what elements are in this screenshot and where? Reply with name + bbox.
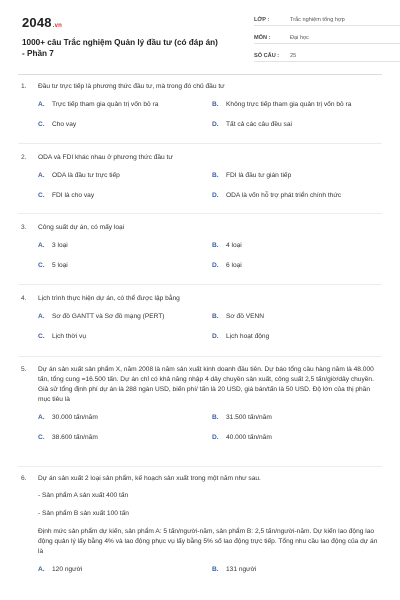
question-text: Đầu tư trực tiếp là phương thức đầu tư, mà trong đó chủ đầu tư [38,83,225,90]
option-d[interactable]: D. Lịch hoạt động [212,333,270,340]
question-paragraph: Định mức sản phẩm dự kiến, sản phẩm A: 5 tấn/người-năm, sản phẩm B: 2,5 tấn/người-năm. Dự kiến lao động lao động quản lý lấy bằng 4% và lao động phục vụ lấy bằng 5% số lao động trực tiếp. Tổng nhu cầu lao động của dự án là [38,528,378,555]
question-text: ODA và FDI khác nhau ở phương thức đầu tư [38,154,173,161]
document-meta [254,12,400,66]
question-2 [18,153,382,201]
question-paragraph: - Sản phẩm A sản xuất 400 tấn [38,492,129,499]
question-separator [18,466,382,467]
question-text: Dự án sản xuất sản phẩm X, năm 2008 là năm sản xuất kinh doanh đầu tiên. Dự báo tổng cầu hàng năm là 48.000 tấn, tổng cung =16.500 tấn. Dự án chỉ có khả năng nhập 4 dây chuyền sản xuất, công suất 2,5 tấn/giờ/dây chuyền. Giả sử tổng định phí dự án là 288 ngàn USD, biến phí/ tấn là 20 USD, giá bán/tấn là 50 USD. Độ lớn của thị phần mục tiêu là [38,366,374,403]
option-b[interactable]: B. Không trực tiếp tham gia quản trị vốn bỏ ra [212,101,352,108]
options [38,413,382,443]
question-separator [18,284,382,285]
option-d[interactable]: D. 40.000 tấn/năm [212,434,272,441]
option-b[interactable]: B. Sơ đồ VENN [212,313,265,320]
option-b[interactable]: B. 31.500 tấn/năm [212,414,272,421]
question-number: 4. [21,295,27,302]
header-divider [18,74,382,75]
option-c[interactable]: C. 38.600 tấn/năm [38,434,98,441]
question-number: 6. [21,475,27,482]
question-separator [18,356,382,357]
question-text: Lịch trình thực hiện dự án, có thể được lập bằng [38,295,180,302]
options [38,312,382,342]
option-c[interactable]: C. Cho vay [38,121,77,128]
option-c[interactable]: C. 5 loại [38,262,68,269]
option-d[interactable]: D. 6 loại [212,262,242,269]
meta-label: SỐ CÂU : [254,53,280,59]
question-text: Dự án sản xuất 2 loại sản phẩm, kế hoạch sản xuất trong một năm như sau. [38,475,261,482]
document-title: 1000+ câu Trắc nghiệm Quản lý đầu tư (có đáp án) - Phần 7 [22,38,218,58]
meta-value: Trắc nghiệm tổng hợp [290,17,345,23]
question-5 [18,365,382,443]
options [38,241,382,271]
question-text: Công suất dự án, có mấy loại [38,224,125,231]
question-paragraph: - Sản phẩm B sản xuất 100 tấn [38,510,129,517]
option-a[interactable]: A. 3 loại [38,242,68,249]
option-a[interactable]: A. Trực tiếp tham gia quản trị vốn bỏ ra [38,101,159,108]
question-separator [18,143,382,144]
site-logo[interactable]: 2048.vn [22,15,63,30]
question-number: 5. [21,366,27,373]
meta-value: Đại học [290,35,309,41]
meta-row-subject [254,30,400,44]
option-b[interactable]: B. FDI là đầu tư gián tiếp [212,172,292,179]
question-number: 2. [21,154,27,161]
document-header [22,12,382,68]
question-separator [18,213,382,214]
option-d[interactable]: D. Tất cả các câu đều sai [212,121,292,128]
meta-label: LỚP : [254,17,270,23]
question-number: 3. [21,224,27,231]
option-b[interactable]: B. 131 người [212,566,257,573]
meta-label: MÔN : [254,35,271,41]
option-c[interactable]: C. Lịch thời vụ [38,333,87,340]
meta-row-count [254,48,400,62]
option-d[interactable]: D. ODA là vốn hỗ trợ phát triển chính thức [212,192,342,199]
question-3 [18,223,382,271]
question-number: 1. [21,83,27,90]
options [38,171,382,201]
options [38,565,382,575]
option-a[interactable]: A. 120 người [38,566,83,573]
option-b[interactable]: B. 4 loại [212,242,242,249]
option-a[interactable]: A. 30.000 tấn/năm [38,414,98,421]
option-c[interactable]: C. FDI là cho vay [38,192,95,199]
option-a[interactable]: A. Sơ đồ GANTT và Sơ đồ mạng (PERT) [38,313,165,320]
question-4 [18,294,382,342]
options [38,100,382,130]
meta-value: 25 [290,53,297,59]
meta-row-class [254,12,400,26]
option-a[interactable]: A. ODA là đầu tư trực tiếp [38,172,120,179]
question-6 [18,474,382,575]
question-1 [18,82,382,130]
